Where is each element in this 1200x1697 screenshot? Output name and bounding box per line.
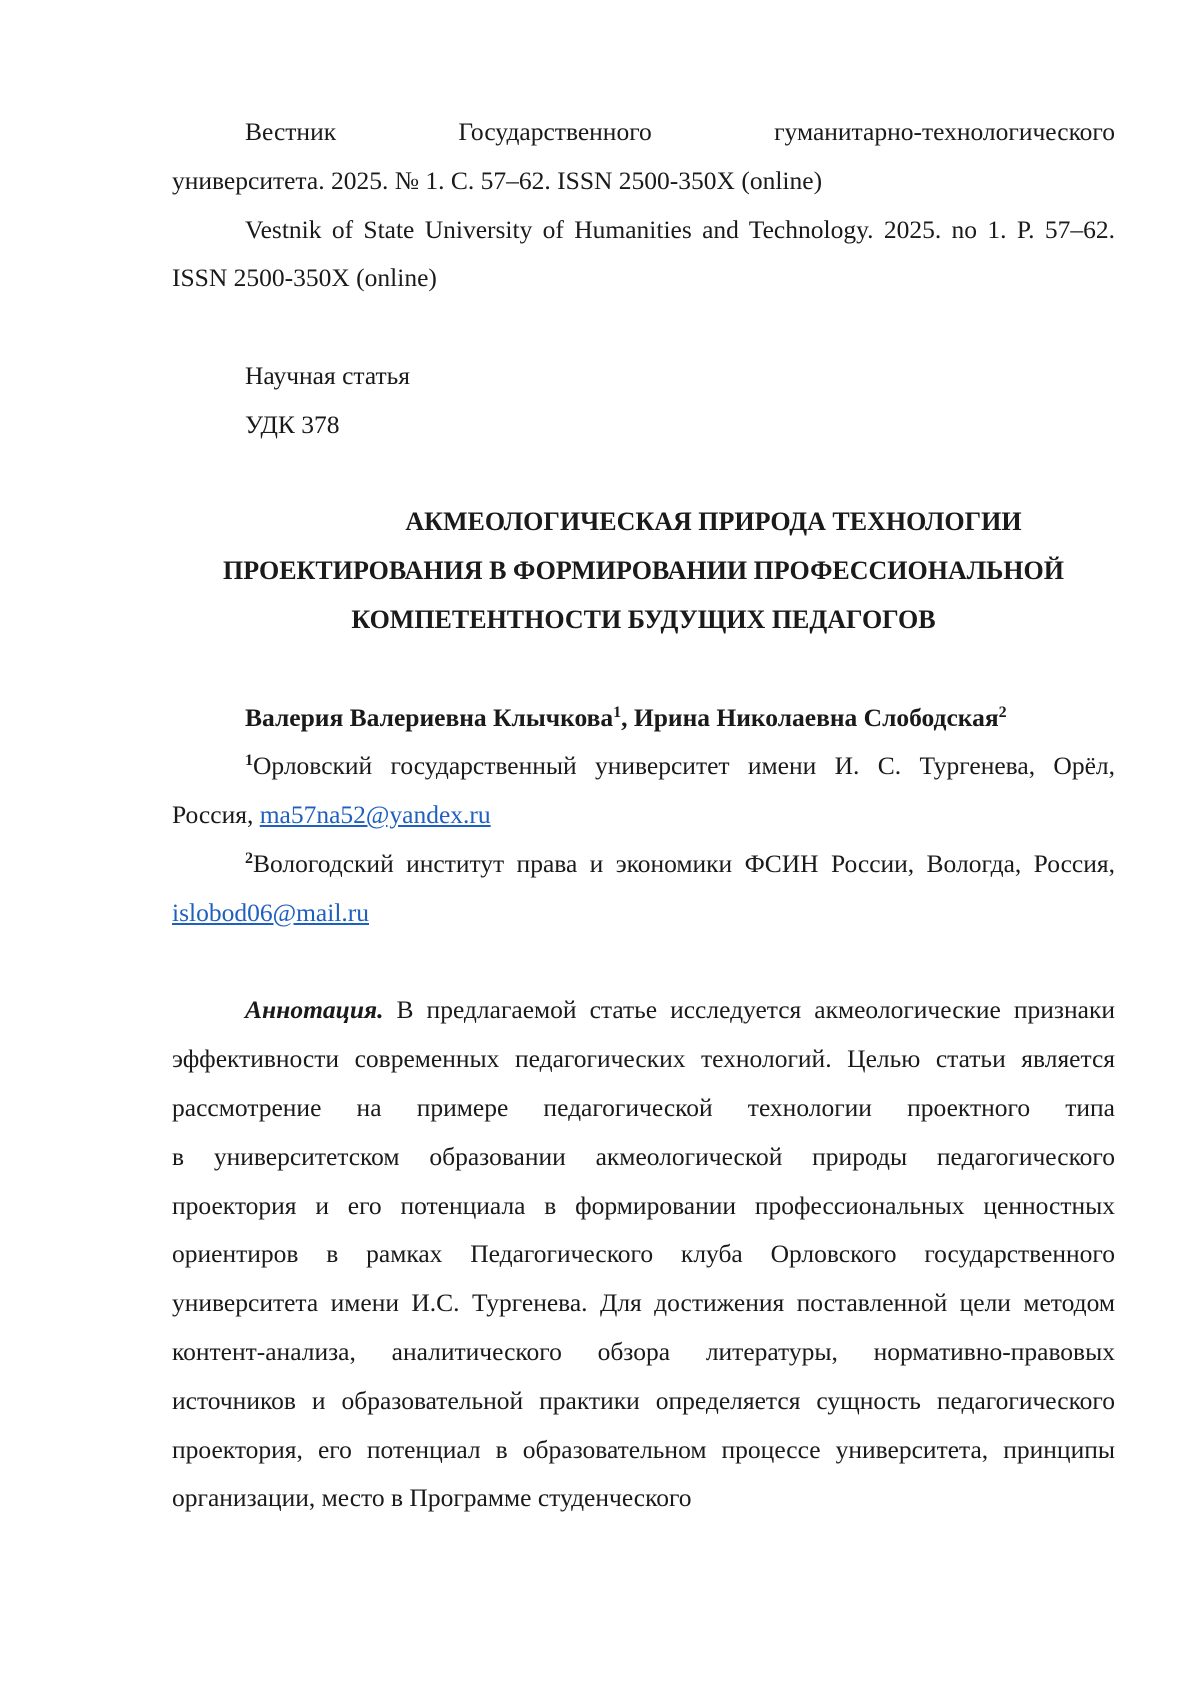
affiliation-1-email-link[interactable]: ma57na52@yandex.ru (259, 800, 491, 830)
spacer (172, 450, 1115, 499)
spacer (172, 303, 1115, 352)
affiliation-2-email-link[interactable]: islobod06@mail.ru (172, 897, 370, 927)
spacer (172, 938, 1115, 987)
affiliation-1-text: Орловский государственный университет имени И. С. Тургенева, Орёл, Россия, (172, 751, 1115, 830)
affiliation-2 (172, 840, 1115, 938)
affiliation-2-text: Вологодский институт права и экономики ФСИН России, Вологда, Россия, (253, 848, 1115, 878)
citation-ru-a: Вестник Государственного гуманитарно-технологического (245, 117, 1115, 146)
citation-ru-line2: университета. 2025. № 1. С. 57–62. ISSN 2500-350X (online) (172, 165, 823, 195)
abstract-part-2: в университетском образовании акмеологической природы педагогического проектория и его потенциала в формировании профессиональных ценностных ориентиров в рамках Педагогического клуба Орловского государственного университета имени И.С. Тургенева. Для достижения поставленной цели методом контент-анализа, аналитического обзора литературы, нормативно-правовых источников и образовательной практики определяется сущность педагогического проектория, его потенциал в образовательном процессе университета, принципы организации, место в Программе студенческого (172, 1141, 1115, 1513)
affiliation-2-num: 2 (245, 849, 253, 867)
author-2-sup: 2 (998, 703, 1007, 721)
title-line-1: АКМЕОЛОГИЧЕСКАЯ ПРИРОДА ТЕХНОЛОГИИ (405, 507, 1022, 537)
abstract-text-a: В предлагаемой статье исследуется акмеологические признаки эффективности современных педагогических технологий. Целью статьи является рассмотрение на примере педагогической технологии проектного типа (172, 995, 1115, 1122)
abstract-part-1 (172, 986, 1115, 1132)
author-1-sup: 1 (613, 703, 622, 721)
article-type: Научная статья (245, 360, 411, 390)
author-1: Валерия Валериевна Клычкова (245, 702, 614, 732)
title-line-3: КОМПЕТЕНТНОСТИ БУДУЩИХ ПЕДАГОГОВ (351, 604, 936, 634)
author-separator: , (621, 702, 634, 732)
citation-en: Vestnik of State University of Humanities and Technology. 2025. no 1. P. 57–62. ISSN 2500-350X (online) (172, 214, 1115, 293)
author-2: Ирина Николаевна Слободская (633, 702, 999, 732)
udc: УДК 378 (245, 409, 340, 439)
authors-line (172, 694, 1115, 743)
article-title (172, 498, 1115, 644)
affiliation-1-num: 1 (245, 752, 253, 770)
abstract-label: Аннотация. (245, 995, 384, 1025)
title-line-2: ПРОЕКТИРОВАНИЯ В ФОРМИРОВАНИИ ПРОФЕССИОНАЛЬНОЙ (223, 556, 1064, 586)
article-body (172, 108, 1115, 1523)
citation-ru-line1 (172, 108, 1115, 157)
spacer (172, 645, 1115, 694)
affiliation-1 (172, 742, 1115, 840)
